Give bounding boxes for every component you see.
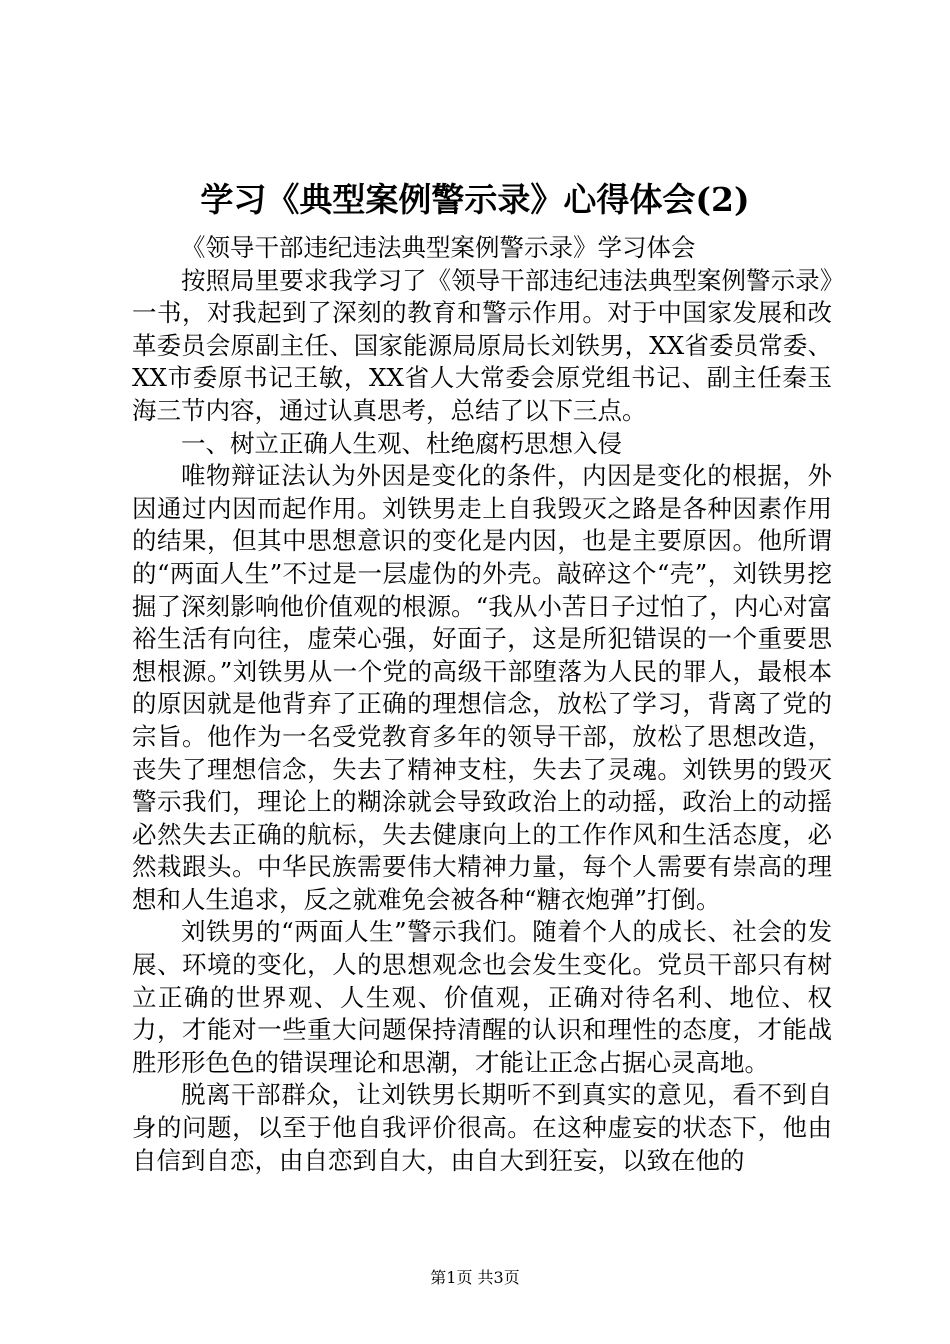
paragraph: 唯物辩证法认为外因是变化的条件，内因是变化的根据，外因通过内因而起作用。刘铁男走上自我毁灭之路是各种因素作用的结果，但其中思想意识的变化是内因，也是主要原因。他所谓的“两面人生”不过是一层虚伪的外壳。敲碎这个“壳”，刘铁男挖掘了深刻影响他价值观的根源。“我从小苦日子过怕了，内心对富裕生活有向往，虚荣心强，好面子，这是所犯错误的一个重要思想根源。”刘铁男从一个党的高级干部堕落为人民的罪人，最根本的原因就是他背弃了正确的理想信念，放松了学习，背离了党的宗旨。他作为一名受党教育多年的领导干部，放松了思想改造，丧失了理想信念，失去了精神支柱，失去了灵魂。刘铁男的毁灭警示我们，理论上的糊涂就会导致政治上的动摇，政治上的动摇必然失去正确的航标，失去健康向上的工作作风和生活态度，必然栽跟头。中华民族需要伟大精神力量，每个人需要有崇高的理想和人生追求，反之就难免会被各种“糖衣炮弹”打倒。	[132, 461, 832, 914]
document-title: 学习《典型案例警示录》心得体会(2)	[200, 180, 750, 219]
paragraph: 刘铁男的“两面人生”警示我们。随着个人的成长、社会的发展、环境的变化，人的思想观念也会发生变化。党员干部只有树立正确的世界观、人生观、价值观，正确对待名利、地位、权力，才能对一些重大问题保持清醒的认识和理性的态度，才能战胜形形色色的错误理论和思潮，才能让正念占据心灵高地。	[132, 917, 832, 1077]
document-body	[132, 232, 832, 1177]
page-footer: 第1页 共3页	[430, 1268, 520, 1287]
paragraph: 按照局里要求我学习了《领导干部违纪违法典型案例警示录》一书，对我起到了深刻的教育和警示作用。对于中国家发展和改革委员会原副主任、国家能源局原局长刘铁男，XX省委员常委、XX市委原书记王敏，XX省人大常委会原党组书记、副主任秦玉海三节内容，通过认真思考，总结了以下三点。	[132, 265, 832, 425]
paragraph-subtitle: 《领导干部违纪违法典型案例警示录》学习体会	[181, 233, 696, 262]
section-heading: 一、树立正确人生观、杜绝腐朽思想入侵	[181, 428, 622, 458]
paragraph: 脱离干部群众，让刘铁男长期听不到真实的意见，看不到自身的问题，以至于他自我评价很高。在这种虚妄的状态下，他由自信到自恋，由自恋到自大，由自大到狂妄，以致在他的	[132, 1080, 832, 1175]
